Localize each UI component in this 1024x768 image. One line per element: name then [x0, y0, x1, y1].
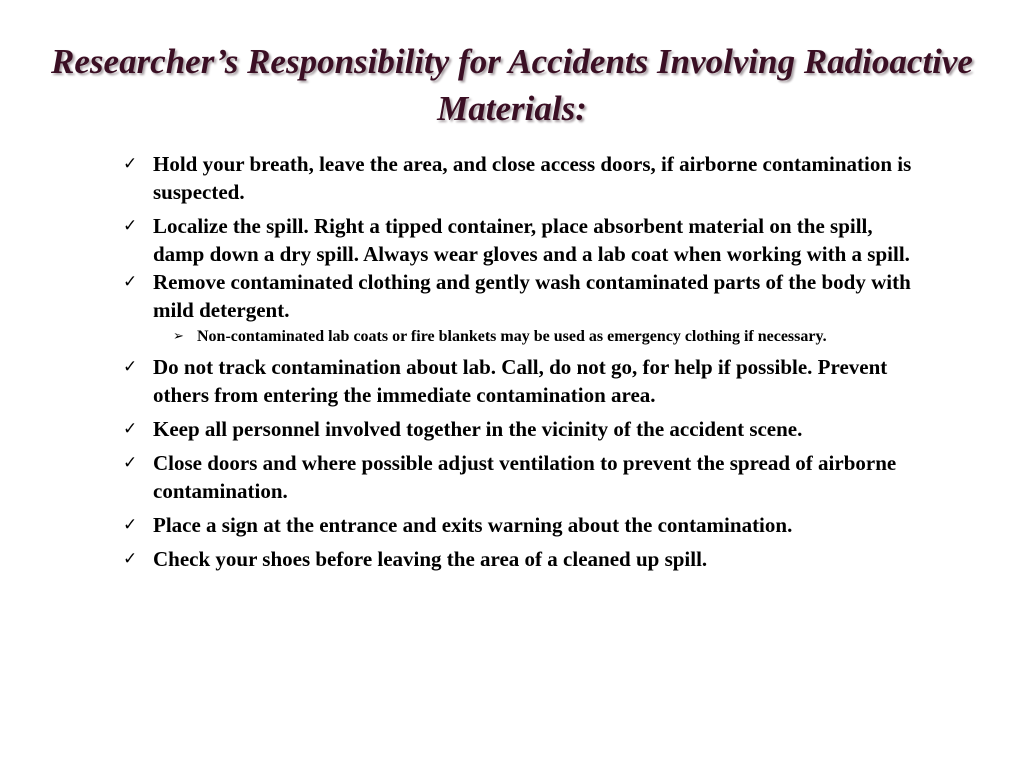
bullet-item-8: [123, 545, 923, 573]
checkmark-icon: ✓: [123, 154, 138, 174]
bullet-text-1: Hold your breath, leave the area, and close access doors, if airborne contamination is suspected.: [153, 152, 912, 204]
bullet-item-3: [123, 268, 923, 347]
bullet-text-4: Do not track contamination about lab. Call, do not go, for help if possible. Prevent others from entering the immediate contamination area.: [153, 355, 888, 407]
checkmark-icon: ✓: [123, 549, 138, 569]
checkmark-icon: ✓: [123, 515, 138, 535]
slide-title: Researcher’s Responsibility for Accidents Involving Radioactive Materials:: [51, 42, 973, 128]
bullet-item-2: [123, 212, 923, 268]
sub-bullet-item-1: [173, 326, 923, 347]
checkmark-icon: ✓: [123, 272, 138, 292]
arrow-bullet-icon: ➢: [173, 329, 184, 344]
bullet-text-5: Keep all personnel involved together in the vicinity of the accident scene.: [153, 417, 803, 441]
sub-bullet-text-1: Non-contaminated lab coats or fire blankets may be used as emergency clothing if necessary.: [197, 328, 827, 345]
checkmark-icon: ✓: [123, 357, 138, 377]
bullet-item-7: [123, 511, 923, 539]
responsibility-bullet-list: [123, 150, 923, 579]
bullet-item-5: [123, 415, 923, 443]
bullet-text-8: Check your shoes before leaving the area of a cleaned up spill.: [153, 547, 708, 571]
bullet-text-6: Close doors and where possible adjust ventilation to prevent the spread of airborne contamination.: [153, 451, 897, 503]
bullet-item-4: [123, 353, 923, 409]
checkmark-icon: ✓: [123, 453, 138, 473]
bullet-text-2: Localize the spill. Right a tipped container, place absorbent material on the spill, damp down a dry spill. Always wear gloves and a lab coat when working with a spill.: [153, 214, 910, 266]
sub-bullet-list: [153, 326, 923, 347]
bullet-text-7: Place a sign at the entrance and exits warning about the contamination.: [153, 513, 793, 537]
bullet-item-1: [123, 150, 923, 206]
bullet-item-6: [123, 449, 923, 505]
checkmark-icon: ✓: [123, 216, 138, 236]
checkmark-icon: ✓: [123, 419, 138, 439]
bullet-text-3: Remove contaminated clothing and gently wash contaminated parts of the body with mild detergent.: [153, 270, 911, 322]
